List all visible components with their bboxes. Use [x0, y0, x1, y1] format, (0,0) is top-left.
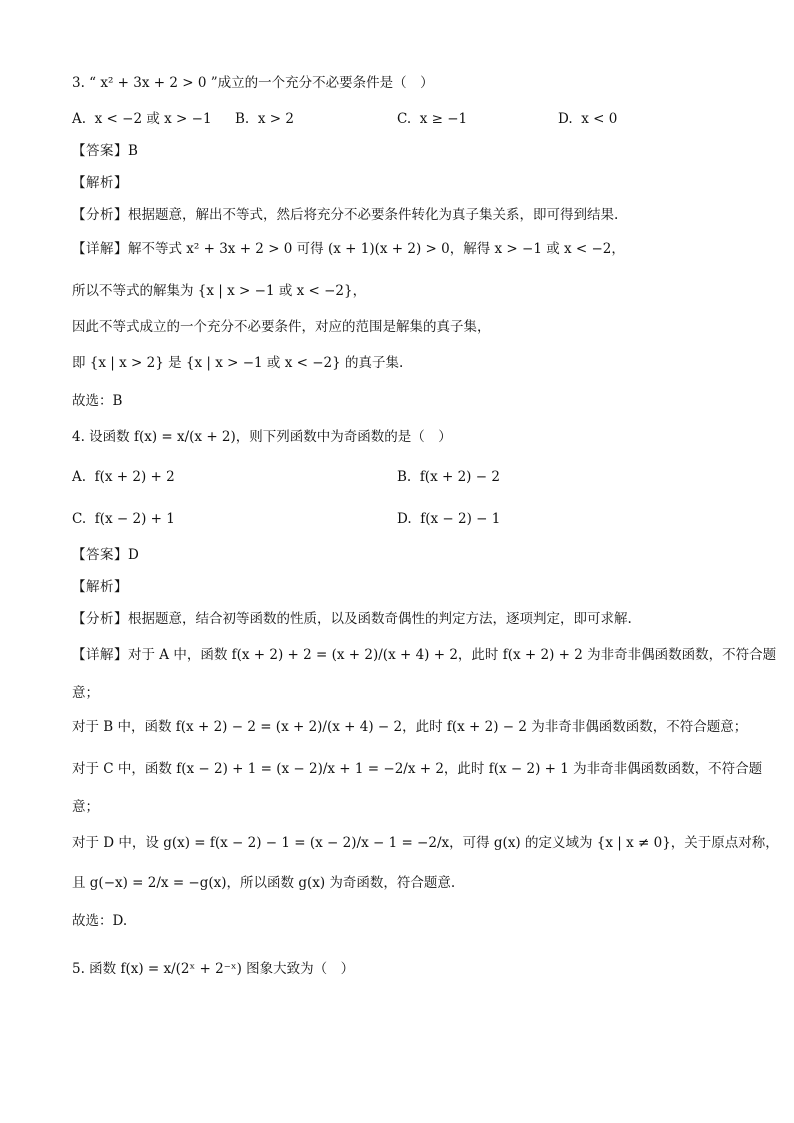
jiexi-tag: 【 解析 】: [72, 579, 128, 595]
q3-option-d: [558, 110, 617, 128]
option-text: f(x + 2) + 2: [94, 469, 175, 485]
q3-jiexi-heading: [72, 174, 128, 192]
q3-conclusion: 故选：B: [72, 393, 123, 409]
q4-line-2: 意；: [72, 685, 99, 701]
option-text: x < −2 或 x > −1: [94, 111, 212, 127]
q3-line-4: 即 {x | x > 2} 是 {x | x > −1 或 x < −2} 的真子集.: [72, 355, 404, 371]
q4-option-b: [397, 468, 500, 486]
q3-option-b: [235, 110, 294, 128]
option-label: A.: [72, 111, 87, 127]
option-label: B.: [235, 111, 250, 127]
q3-option-a: [72, 110, 212, 128]
fenxi-text: 根据题意，结合初等函数的性质，以及函数奇偶性的判定方法，逐项判定，即可求解.: [128, 611, 632, 627]
q4-stem: 4. 设函数 f(x) = x/(x + 2)，则下列函数中为奇函数的是（ ）: [72, 429, 452, 445]
xiangjie-tag: 【 详解 】: [72, 241, 128, 257]
option-text: f(x − 2) + 1: [94, 511, 175, 527]
option-label: C.: [397, 111, 412, 127]
option-text: f(x − 2) − 1: [420, 511, 501, 527]
q4-xiangjie: [72, 646, 776, 664]
q4-line-5: 意；: [72, 799, 99, 815]
q4-line-6: 对于 D 中，设 g(x) = f(x − 2) − 1 = (x − 2)/x − 1 = −2/x，可得 g(x) 的定义域为 {x | x ≠ 0}，关于原点对称，: [72, 835, 779, 851]
xiangjie-line: 解不等式 x² + 3x + 2 > 0 可得 (x + 1)(x + 2) > 0，解得 x > −1 或 x < −2，: [128, 241, 625, 257]
q3-fenxi: [72, 206, 618, 224]
q3-option-c: [397, 110, 467, 128]
option-text: f(x + 2) − 2: [419, 469, 500, 485]
q4-answer: [72, 546, 139, 564]
option-text: x < 0: [581, 111, 618, 127]
xiangjie-line: 对于 A 中，函数 f(x + 2) + 2 = (x + 2)/(x + 4) + 2，此时 f(x + 2) + 2 为非奇非偶函数函数，不符合题: [128, 647, 777, 663]
xiangjie-tag: 【 详解 】: [72, 647, 128, 663]
option-label: A.: [72, 469, 87, 485]
fenxi-tag: 【 分析 】: [72, 611, 128, 627]
q3-xiangjie: [72, 240, 625, 258]
q4-option-d: [397, 510, 500, 528]
option-label: D.: [397, 511, 412, 527]
q3-line-3: 因此不等式成立的一个充分不必要条件，对应的范围是解集的真子集，: [72, 319, 491, 335]
jiexi-tag: 【 解析 】: [72, 175, 128, 191]
answer-tag: 【 答案 】: [72, 143, 128, 159]
option-label: B.: [397, 469, 412, 485]
option-text: x > 2: [257, 111, 294, 127]
q4-line-3: 对于 B 中，函数 f(x + 2) − 2 = (x + 2)/(x + 4) − 2，此时 f(x + 2) − 2 为非奇非偶函数函数，不符合题意；: [72, 719, 748, 735]
q4-fenxi: [72, 610, 632, 628]
q4-line-7: 且 g(−x) = 2/x = −g(x)，所以函数 g(x) 为奇函数，符合题意.: [72, 875, 456, 891]
answer-value: D: [128, 547, 139, 563]
answer-value: B: [128, 143, 138, 159]
q4-conclusion: 故选：D.: [72, 913, 128, 929]
q5-stem: 5. 函数 f(x) = x/(2ˣ + 2⁻ˣ) 图象大致为（ ）: [72, 961, 355, 977]
q3-line-2: 所以不等式的解集为 {x | x > −1 或 x < −2}，: [72, 283, 367, 299]
option-text: x ≥ −1: [419, 111, 468, 127]
q4-line-4: 对于 C 中，函数 f(x − 2) + 1 = (x − 2)/x + 1 = −2/x + 2，此时 f(x − 2) + 1 为非奇非偶函数函数，不符合题: [72, 761, 763, 777]
q3-answer: [72, 142, 138, 160]
q4-jiexi-heading: [72, 578, 128, 596]
answer-tag: 【 答案 】: [72, 547, 128, 563]
option-label: C.: [72, 511, 87, 527]
q4-option-c: [72, 510, 175, 528]
fenxi-text: 根据题意，解出不等式，然后将充分不必要条件转化为真子集关系，即可得到结果.: [128, 207, 619, 223]
q4-option-a: [72, 468, 175, 486]
fenxi-tag: 【 分析 】: [72, 207, 128, 223]
option-label: D.: [558, 111, 573, 127]
q3-stem: 3. “ x² + 3x + 2 > 0 ”成立的一个充分不必要条件是（ ）: [72, 75, 434, 91]
